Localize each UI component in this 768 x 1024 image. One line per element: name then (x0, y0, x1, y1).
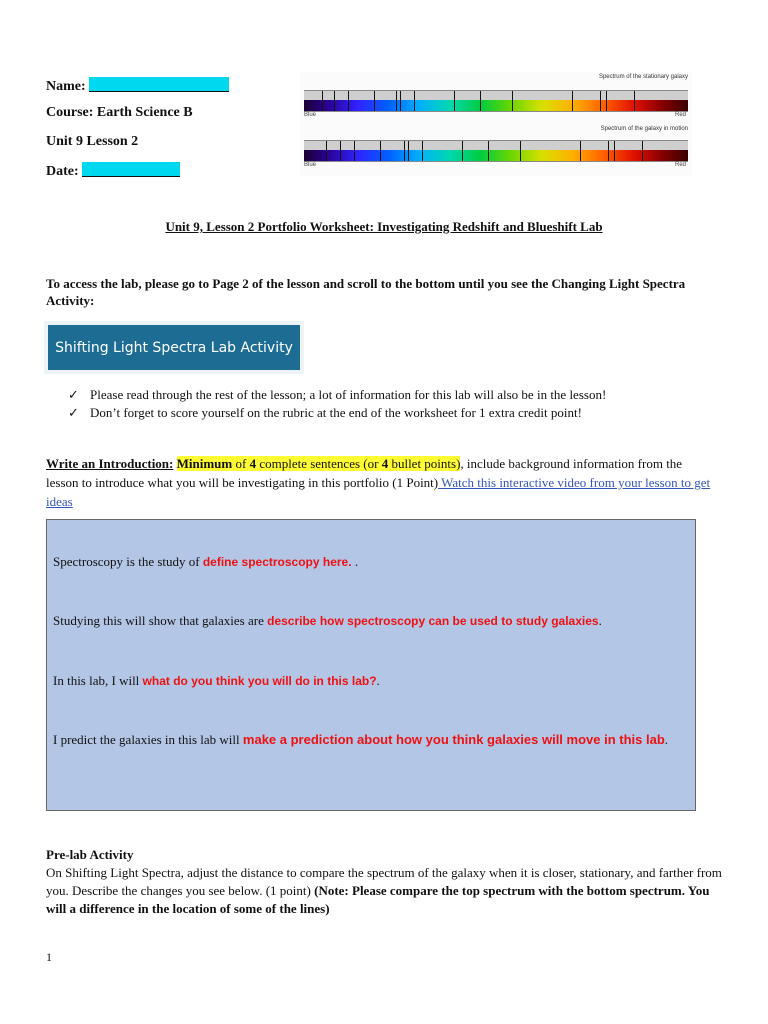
sentence-end: . (351, 554, 359, 569)
sentence-galaxies (53, 611, 683, 631)
bullet-text: Please read through the rest of the lesson; a lot of information for this lab will also be in the lesson! (90, 387, 607, 402)
video-link[interactable]: Watch this interactive video from your lesson to get ideas (46, 475, 711, 509)
sentence-text: In this lab, I will (53, 673, 143, 688)
check-icon: ✓ (68, 387, 79, 402)
date-label: Date: (46, 164, 79, 179)
stationary-spectrum-band (304, 90, 688, 112)
spectrum-image (300, 72, 692, 176)
sentence-end: . (598, 613, 602, 628)
intro-complete: complete sentences (or (256, 456, 382, 471)
moving-spectrum-band (304, 140, 688, 162)
sentence-spectroscopy (53, 552, 683, 572)
top-blue-label: Blue (304, 112, 317, 118)
bullet-text: Don’t forget to score yourself on the rubric at the end of the worksheet for 1 extra credit point! (90, 405, 582, 420)
sentence-text: Spectroscopy is the study of (53, 554, 203, 569)
prompt-text: what do you think you will do in this lab? (142, 674, 377, 688)
intro-bullet-points: bullet points) (388, 456, 461, 471)
intro-heading: Write an Introduction: (46, 456, 174, 471)
name-field-row (46, 77, 229, 95)
prelab-body: On Shifting Light Spectra, adjust the distance to compare the spectrum of the galaxy when it is closer, stationary, and farther from you. Describe the changes you see below. (1 point) (46, 865, 722, 898)
intro-of: of (232, 456, 250, 471)
prelab-section (46, 846, 726, 918)
worksheet-title: Unit 9, Lesson 2 Portfolio Worksheet: Investigating Redshift and Blueshift Lab (165, 219, 603, 234)
lab-instructions: To access the lab, please go to Page 2 of the lesson and scroll to the bottom until you see the Changing Light Spectra Activity: (46, 276, 686, 308)
minimum-label: Minimum (176, 456, 233, 471)
intro-four-2: 4 (381, 456, 389, 471)
introduction-prompt (46, 454, 716, 511)
list-item (68, 404, 728, 422)
sentence-text: Studying this will show that galaxies are (53, 613, 268, 628)
introduction-answer-box[interactable] (46, 519, 696, 811)
bottom-spectrum-title: Spectrum of the galaxy in motion (600, 126, 688, 132)
prompt-text: define spectroscopy here. (202, 555, 352, 569)
sentence-lab-plan (53, 671, 683, 691)
top-red-label: Red (674, 112, 686, 118)
prelab-note: (Note: Please compare the top spectrum with the bottom spectrum. You will a difference in the location of some of the lines) (46, 883, 710, 916)
bottom-blue-label: Blue (304, 162, 317, 168)
prelab-heading: Pre-lab Activity (46, 847, 134, 862)
top-spectrum-title: Spectrum of the stationary galaxy (598, 74, 688, 80)
checklist (68, 386, 728, 422)
date-field-row (46, 162, 180, 180)
bottom-red-label: Red (674, 162, 686, 168)
name-input[interactable] (89, 77, 229, 92)
prelab-text (46, 864, 726, 918)
sentence-end: . (664, 732, 669, 747)
sentence-prediction (53, 730, 683, 749)
prompt-text: make a prediction about how you think galaxies will move in this lab (242, 732, 665, 747)
course-line: Course: Earth Science B (46, 105, 193, 120)
prompt-text: describe how spectroscopy can be used to study galaxies (267, 614, 599, 628)
sentence-text: I predict the galaxies in this lab will (53, 732, 243, 747)
sentence-end: . (376, 673, 380, 688)
list-item (68, 386, 728, 404)
name-label: Name: (46, 79, 86, 94)
intro-four: 4 (249, 456, 257, 471)
check-icon: ✓ (68, 405, 79, 420)
page-number: 1 (46, 950, 52, 964)
lab-activity-button[interactable]: Shifting Light Spectra Lab Activity (48, 325, 300, 370)
intro-rest: , include background information from the lesson to introduce what you will be investigating in this portfolio (1 Point) (46, 456, 683, 490)
date-input[interactable] (82, 162, 180, 177)
unit-line: Unit 9 Lesson 2 (46, 134, 139, 149)
